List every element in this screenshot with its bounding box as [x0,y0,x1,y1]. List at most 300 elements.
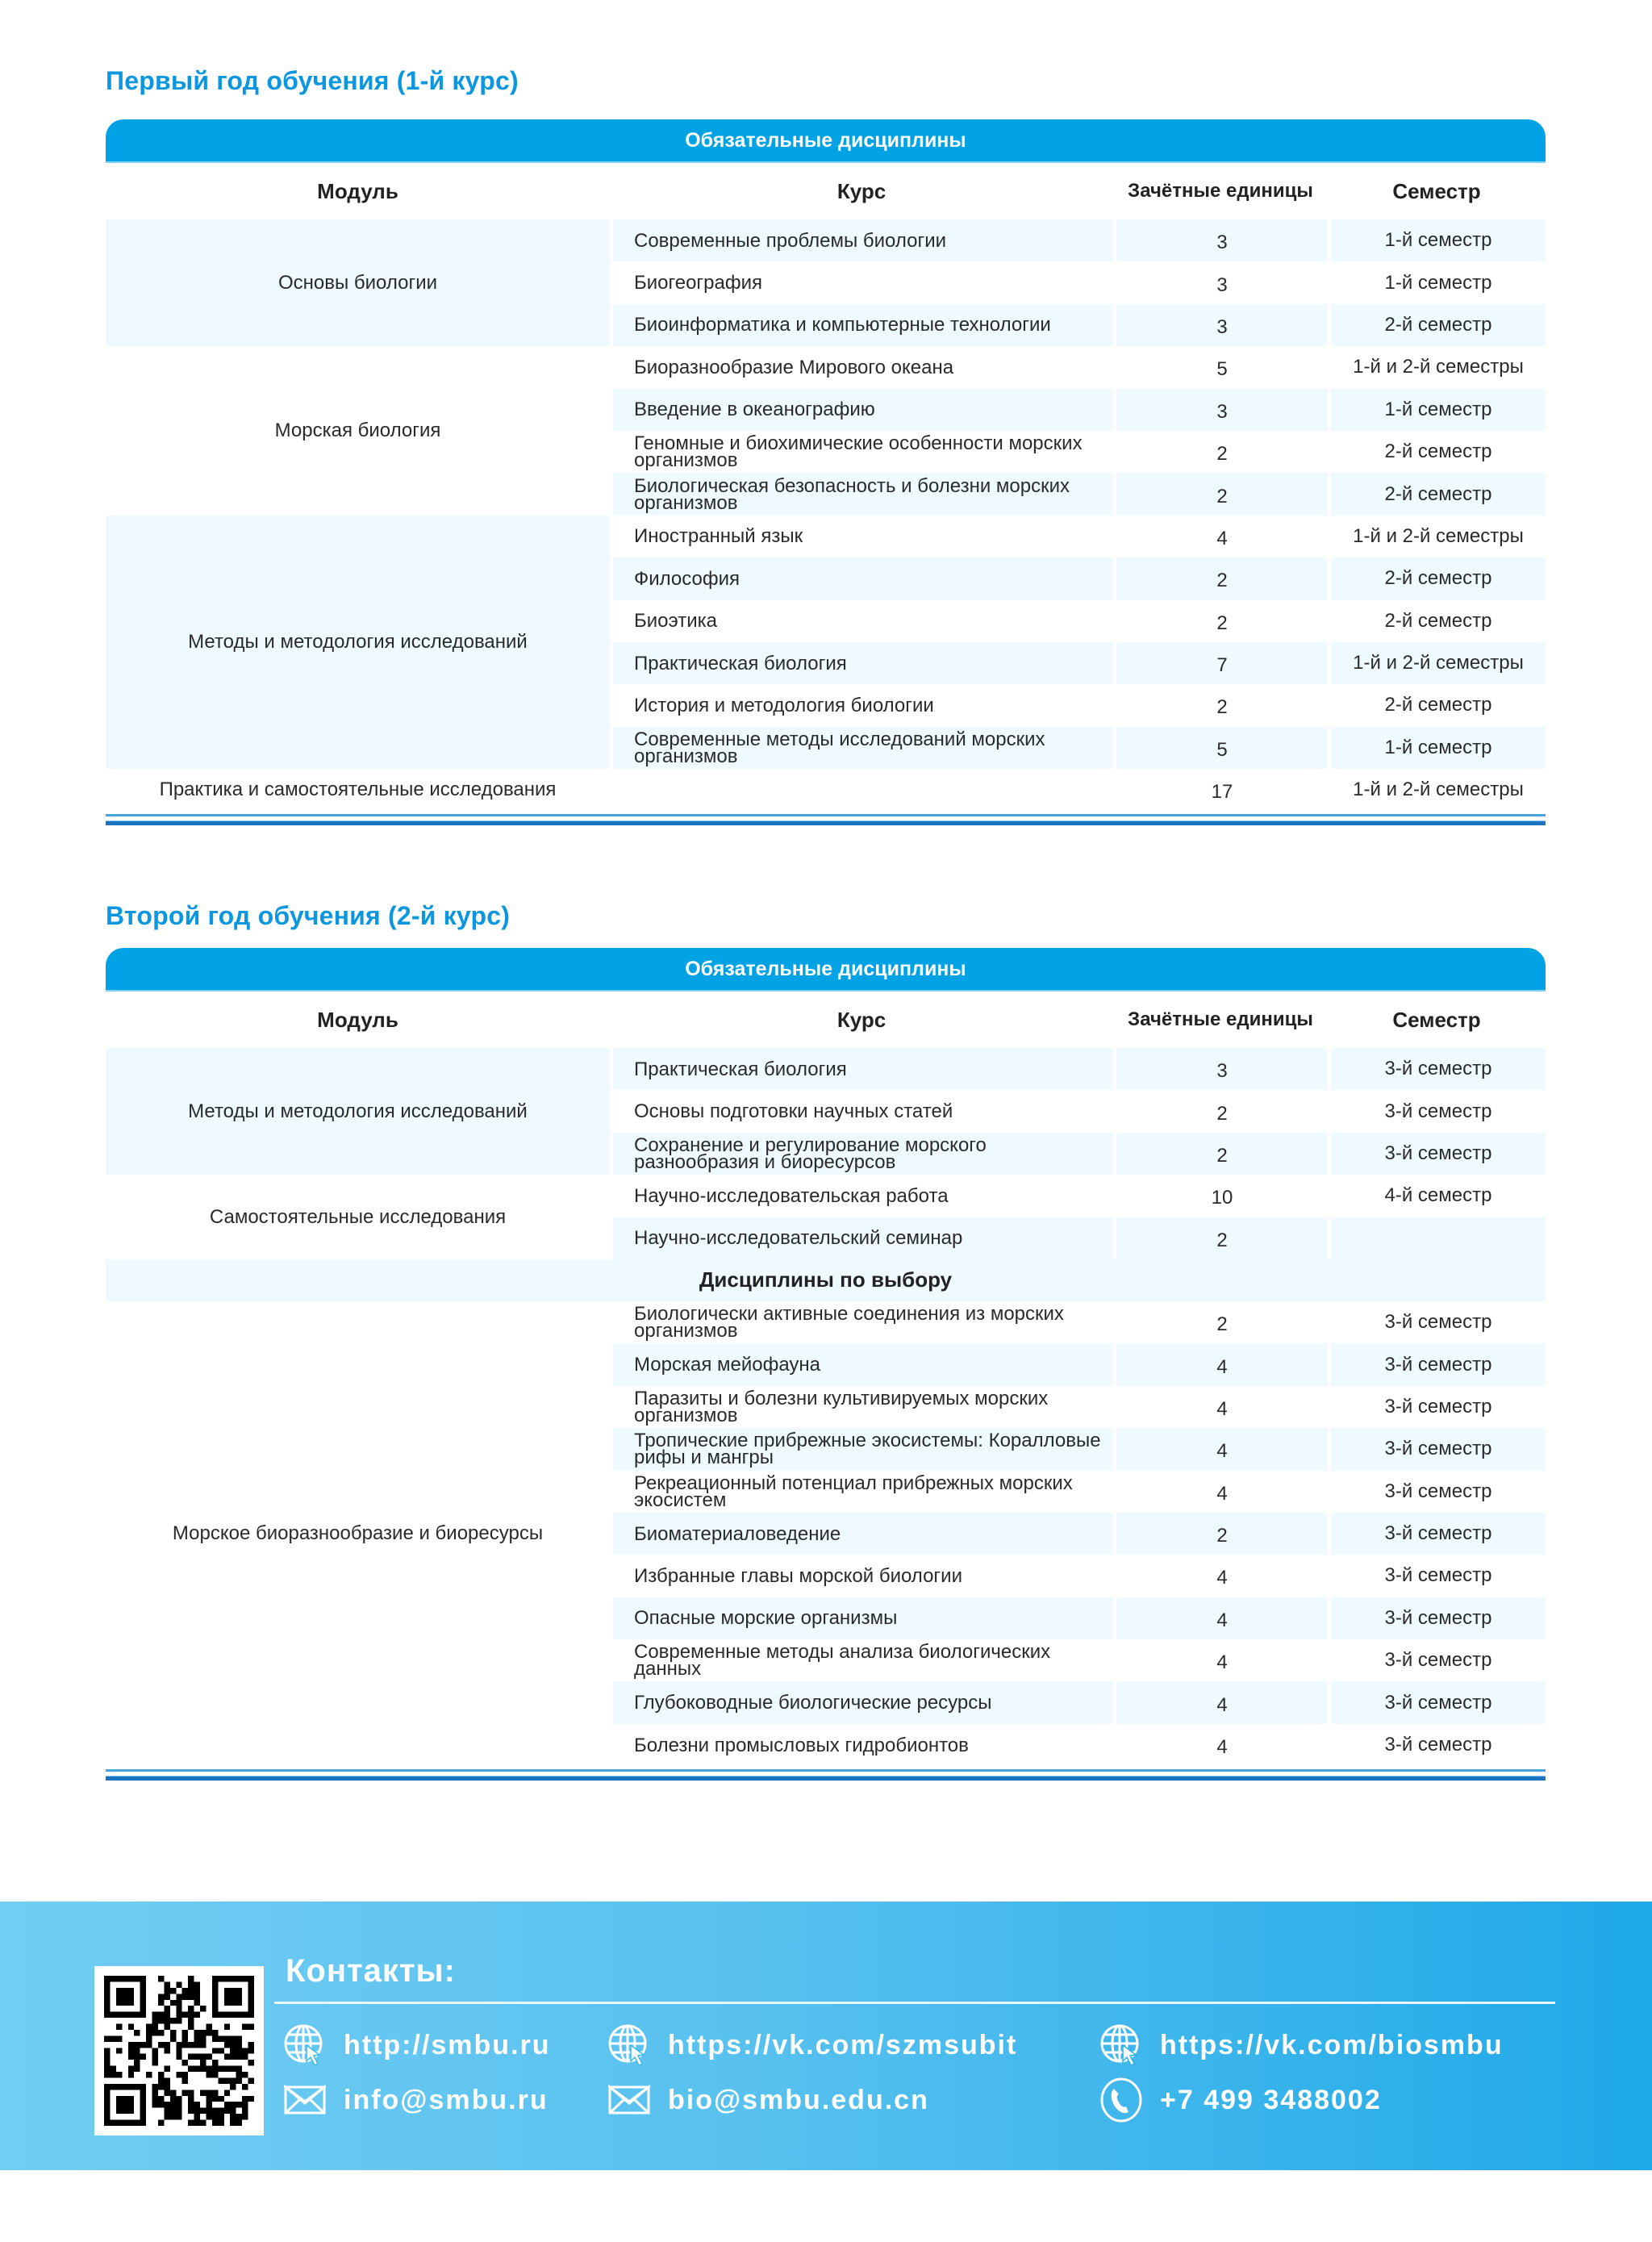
qr-module [176,2072,181,2077]
qr-module [188,1976,194,1981]
course-name: Современные проблемы биологии [610,219,1113,261]
qr-module [146,2024,152,2030]
course-name [610,769,1113,811]
table-bottom-rule [106,1766,1546,1777]
course-credits: 4 [1113,1428,1328,1470]
qr-module [188,1981,194,1987]
course-credits: 4 [1113,1471,1328,1513]
course-semester: 2-й семестр [1328,304,1546,346]
qr-module [248,2077,254,2083]
qr-module [224,2090,230,2095]
qr-module [200,2042,206,2048]
qr-module [128,2042,134,2048]
course-semester: 3-й семестр [1328,1555,1546,1597]
qr-module [230,2054,236,2060]
qr-module [230,2114,236,2119]
qr-module [116,2048,122,2053]
qr-module [170,2108,176,2114]
qr-module [188,2042,194,2048]
qr-module [152,2084,158,2090]
qr-module [152,2102,158,2107]
qr-module [236,2054,242,2060]
course-semester: 1-й семестр [1328,261,1546,303]
qr-module [158,1976,164,1981]
course-semester: 3-й семестр [1328,1133,1546,1175]
course-credits: 4 [1113,1681,1328,1723]
course-credits: 2 [1113,600,1328,642]
qr-module [218,2120,223,2126]
course-name: Болезни промысловых гидробионтов [610,1724,1113,1766]
qr-module [194,2000,200,2006]
phone-icon [1099,2077,1144,2123]
course-name: Биологическая безопасность и болезни морских организмов [610,473,1113,515]
qr-module [146,2072,152,2077]
course-name: Глубоководные биологические ресурсы [610,1681,1113,1723]
module-cell: Морское биоразнообразие и биоресурсы [172,1522,544,1545]
qr-module [152,2060,158,2065]
course-name: Основы подготовки научных статей [610,1090,1113,1132]
course-name: Тропические прибрежные экосистемы: Коралловые рифы и мангры [610,1428,1113,1470]
qr-module [206,2096,211,2102]
qr-module [176,2114,181,2119]
contact-vk-szmsubit[interactable] [607,2023,1017,2068]
qr-module [194,1994,200,1999]
course-credits: 2 [1113,1301,1328,1343]
qr-module [164,2024,169,2030]
qr-module [158,2102,164,2107]
qr-module [152,2012,158,2018]
course-credits: 4 [1113,1639,1328,1681]
qr-module [170,1988,176,1994]
qr-module [194,2012,200,2018]
qr-module [242,2114,248,2119]
qr-module [212,2048,218,2053]
course-semester: 1-й семестр [1328,389,1546,431]
qr-module [164,2102,169,2107]
qr-module [134,2048,140,2053]
qr-module [128,2066,134,2072]
qr-module [104,2060,110,2065]
course-name: Научно-исследовательская работа [610,1175,1113,1217]
course-semester: 2-й семестр [1328,600,1546,642]
qr-module [104,2048,110,2053]
qr-module [194,2114,200,2119]
course-credits: 5 [1113,346,1328,388]
qr-module [206,2024,211,2030]
qr-module [176,2006,181,2011]
qr-module [170,2030,176,2035]
qr-module [182,2035,188,2041]
qr-module [110,2066,115,2072]
qr-module [104,2072,110,2077]
course-credits: 7 [1113,642,1328,684]
year-1-title: Первый год обучения (1-й курс) [106,66,519,95]
course-semester: 3-й семестр [1328,1681,1546,1723]
qr-module [158,2084,164,2090]
qr-module [224,2077,230,2083]
qr-module [224,2024,230,2030]
qr-module [200,2090,206,2095]
qr-module [170,2114,176,2119]
course-semester: 1-й и 2-й семестры [1328,346,1546,388]
curriculum-grid [106,992,1546,1766]
contact-text: +7 499 3488002 [1160,2084,1382,2115]
qr-module [176,2054,181,2060]
qr-module [170,2102,176,2107]
contact-phone[interactable] [1099,2077,1382,2123]
qr-module [152,2030,158,2035]
course-credits: 17 [1113,769,1328,811]
qr-module [128,2072,134,2077]
qr-module [188,2018,194,2023]
course-semester: 3-й семестр [1328,1597,1546,1639]
qr-module [164,2012,169,2018]
course-name: Практическая биология [610,642,1113,684]
year-2-title: Второй год обучения (2-й курс) [106,901,511,930]
qr-module [152,2048,158,2053]
course-credits: 2 [1113,1090,1328,1132]
course-semester: 2-й семестр [1328,473,1546,515]
qr-module [176,2000,181,2006]
globe-cursor-icon [1099,2023,1144,2068]
qr-module [134,2066,140,2072]
contact-text: info@smbu.ru [344,2084,549,2115]
course-semester: 3-й семестр [1328,1513,1546,1555]
col-header-semester: Семестр [1392,178,1481,203]
qr-module [176,2042,181,2048]
contact-text: https://vk.com/szmsubit [668,2029,1018,2060]
qr-module [236,2066,242,2072]
qr-module [200,2060,206,2065]
course-name: Рекреационный потенциал прибрежных морских экосистем [610,1471,1113,1513]
qr-module [158,2096,164,2102]
module-cell: Самостоятельные исследования [209,1205,507,1228]
year-1-table [106,119,1546,822]
course-semester: 3-й семестр [1328,1386,1546,1428]
qr-module [152,2054,158,2060]
course-credits: 2 [1113,1217,1328,1259]
qr-code[interactable] [94,1966,264,2136]
qr-module [176,1994,181,1999]
qr-module [152,2024,158,2030]
section-band: Обязательные дисциплины [106,119,1546,163]
course-credits: 4 [1113,516,1328,557]
course-credits: 3 [1113,261,1328,303]
course-semester: 3-й семестр [1328,1639,1546,1681]
qr-module [182,2030,188,2035]
qr-module [104,2066,110,2072]
qr-module [224,2054,230,2060]
contacts-divider [274,2002,1555,2004]
qr-module [206,2054,211,2060]
qr-module [116,2035,122,2041]
contact-website[interactable] [282,2023,551,2068]
course-name: Опасные морские организмы [610,1597,1113,1639]
qr-module [206,2114,211,2119]
course-semester: 1-й семестр [1328,727,1546,769]
qr-module [212,2066,218,2072]
qr-module [128,2024,134,2030]
qr-module [248,2042,254,2048]
qr-module [242,2102,248,2107]
col-header-credits: Зачётные единицы [1128,180,1313,202]
qr-module [236,2042,242,2048]
course-semester: 1-й семестр [1328,219,1546,261]
contact-text: bio@smbu.edu.cn [668,2084,929,2115]
qr-module [242,2108,248,2114]
course-semester: 3-й семестр [1328,1301,1546,1343]
qr-module [110,2072,115,2077]
qr-module [218,2077,223,2083]
module-cell: Основы биологии [106,219,610,346]
contacts-footer [0,1902,1652,2170]
qr-module [194,2035,200,2041]
qr-module [224,2035,230,2041]
qr-module [158,2042,164,2048]
qr-module [212,2096,218,2102]
course-semester: 3-й семестр [1328,1471,1546,1513]
qr-module [200,2006,206,2011]
envelope-icon [282,2077,327,2123]
qr-module [218,2108,223,2114]
qr-module [236,2072,242,2077]
course-name: Биоинформатика и компьютерные технологии [610,304,1113,346]
qr-module [170,2018,176,2023]
course-semester: 1-й и 2-й семестры [1328,769,1546,811]
qr-module [236,2048,242,2053]
qr-module [182,2042,188,2048]
course-credits: 10 [1113,1175,1328,1217]
qr-module [224,1988,242,2006]
qr-module [230,2048,236,2053]
course-name: Морская мейофауна [610,1343,1113,1385]
qr-module [188,2066,194,2072]
qr-module [182,2072,188,2077]
course-credits: 4 [1113,1597,1328,1639]
qr-module [248,2060,254,2065]
globe-cursor-icon [282,2023,327,2068]
qr-module [212,2090,218,2095]
contact-email-bio[interactable] [607,2077,929,2123]
qr-module [206,2090,211,2095]
course-name: Современные методы анализа биологических данных [610,1639,1113,1681]
qr-module [158,2018,164,2023]
contact-email-info[interactable] [282,2077,549,2123]
qr-module [146,2030,152,2035]
qr-module [218,2048,223,2053]
course-name: Избранные главы морской биологии [610,1555,1113,1597]
qr-module [242,2048,248,2053]
qr-module [212,2114,218,2119]
qr-module [200,2108,206,2114]
qr-module [200,2066,206,2072]
course-name: Научно-исследовательский семинар [610,1217,1113,1259]
qr-module [218,2096,223,2102]
qr-module [188,2024,194,2030]
qr-module [242,2096,248,2102]
qr-module [158,2030,164,2035]
qr-module [212,2108,218,2114]
qr-module [182,2090,188,2095]
qr-module [170,2096,176,2102]
qr-module [230,2035,236,2041]
course-credits: 3 [1113,389,1328,431]
qr-module [176,2048,181,2053]
course-semester: 3-й семестр [1328,1090,1546,1132]
qr-module [128,2048,134,2053]
course-semester: 3-й семестр [1328,1428,1546,1470]
course-credits: 4 [1113,1343,1328,1385]
contact-vk-biosmbu[interactable] [1099,2023,1504,2068]
qr-module [218,2035,223,2041]
qr-module [194,2108,200,2114]
qr-module [164,2108,169,2114]
course-semester: 3-й семестр [1328,1724,1546,1766]
qr-module [206,2072,211,2077]
col-header-semester: Семестр [1392,1007,1481,1032]
col-header-credits: Зачётные единицы [1128,1008,1313,1030]
qr-module [194,2054,200,2060]
qr-module [128,2054,134,2060]
qr-module [176,1981,181,1987]
qr-module [242,2072,248,2077]
qr-module [158,1994,164,1999]
course-credits: 2 [1113,1133,1328,1175]
qr-module [104,2054,110,2060]
module-cell: Морская биология [274,419,441,441]
qr-module [170,2000,176,2006]
col-header-course: Курс [836,1007,886,1032]
qr-module [242,2024,248,2030]
qr-module [236,2102,242,2107]
qr-module [224,2108,230,2114]
course-semester: 2-й семестр [1328,431,1546,473]
qr-module [164,2006,169,2011]
course-credits: 4 [1113,1386,1328,1428]
qr-module [116,1988,134,2006]
course-semester [1328,1217,1546,1259]
qr-module [182,1988,188,1994]
course-credits: 3 [1113,219,1328,261]
course-name: Биоэтика [610,600,1113,642]
col-header-course: Курс [836,178,886,203]
qr-module [182,2012,188,2018]
qr-module [200,2120,206,2126]
qr-module [164,2048,169,2053]
contact-text: https://vk.com/biosmbu [1160,2029,1504,2060]
qr-module [194,2042,200,2048]
qr-module [182,1994,188,1999]
qr-module [152,2018,158,2023]
qr-module [176,2018,181,2023]
qr-module [194,2120,200,2126]
qr-module [188,2054,194,2060]
contacts-title: Контакты: [286,1953,456,1989]
qr-module [194,1988,200,1994]
qr-module [134,2042,140,2048]
qr-module [188,1988,194,1994]
course-credits: 2 [1113,1513,1328,1555]
qr-module [248,2048,254,2053]
qr-module [116,2072,122,2077]
qr-module [206,2108,211,2114]
qr-module [242,2054,248,2060]
curriculum-grid [106,163,1546,811]
course-name: Современные методы исследований морских организмов [610,727,1113,769]
qr-module [164,2018,169,2023]
qr-module [236,2120,242,2126]
course-credits: 3 [1113,304,1328,346]
qr-module [206,2066,211,2072]
qr-module [242,2084,248,2090]
qr-module [188,1994,194,1999]
course-credits: 4 [1113,1555,1328,1597]
qr-module [194,2066,200,2072]
qr-module [158,2077,164,2083]
qr-module [188,2090,194,2095]
qr-module [146,2035,152,2041]
qr-module [230,2066,236,2072]
qr-module [230,2084,236,2090]
contact-text: http://smbu.ru [344,2029,551,2060]
course-name: Введение в океанографию [610,389,1113,431]
course-name: Паразиты и болезни культивируемых морских организмов [610,1386,1113,1428]
qr-module [176,2108,181,2114]
qr-module [194,2102,200,2107]
course-credits: 5 [1113,727,1328,769]
qr-module [146,2042,152,2048]
qr-module [188,2102,194,2107]
qr-module [212,2072,218,2077]
course-semester: 3-й семестр [1328,1048,1546,1090]
qr-module [164,1988,169,1994]
course-semester: 2-й семестр [1328,684,1546,726]
qr-module [188,2108,194,2114]
qr-module [182,2077,188,2083]
qr-module [248,2096,254,2102]
course-name: Биоматериаловедение [610,1513,1113,1555]
qr-module [176,2012,181,2018]
qr-module [230,2077,236,2083]
qr-module [236,2035,242,2041]
qr-module [218,2114,223,2119]
qr-module [164,2084,169,2090]
qr-module [188,2096,194,2102]
qr-module [236,2077,242,2083]
section-band: Обязательные дисциплины [106,948,1546,992]
qr-module [212,2035,218,2041]
table-bottom-rule [106,811,1546,822]
qr-module [248,2024,254,2030]
col-header-module: Модуль [317,1007,398,1032]
qr-module [188,2120,194,2126]
qr-module [230,2120,236,2126]
module-cell: Практика и самостоятельные исследования [159,779,557,801]
qr-module [170,2035,176,2041]
course-name: Философия [610,557,1113,599]
course-semester: 4-й семестр [1328,1175,1546,1217]
qr-module [200,2030,206,2035]
qr-module [158,2000,164,2006]
qr-module [170,2090,176,2095]
qr-module [224,2102,230,2107]
course-name: Геномные и биохимические особенности морских организмов [610,431,1113,473]
qr-module [176,2102,181,2107]
qr-module [134,2054,140,2060]
qr-module [224,2066,230,2072]
envelope-icon [607,2077,652,2123]
qr-module [236,2114,242,2119]
